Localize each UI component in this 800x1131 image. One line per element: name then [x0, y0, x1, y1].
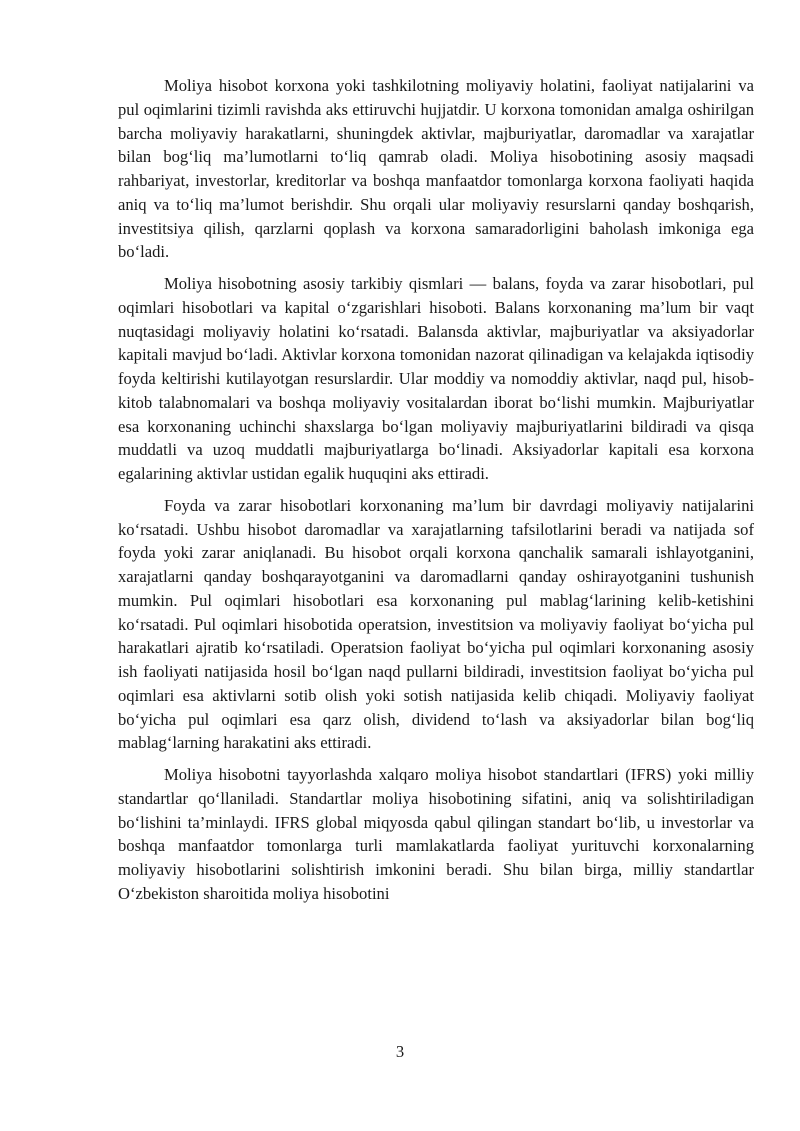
page-number: 3 — [395, 1042, 405, 1061]
paragraph-standards: Moliya hisobotni tayyorlashda xalqaro moliya hisobot standartlari (IFRS) yoki milliy standartlar qo‘llaniladi. Standartlar moliya hisobotining sifatini, aniq va solishtiriladigan bo‘lishini ta’minlaydi. IFRS global miqyosda qabul qilingan standart bo‘lib, u investorlar va boshqa manfaatdor tomonlarga turli mamlakatlarda faoliyat yurituvchi korxonalarning moliyaviy hisobotlarini solishtirish imkonini beradi. Shu bilan birga, milliy standartlar O‘zbekiston sharoitida moliya hisobotini — [118, 765, 754, 903]
paragraph-financial-report-definition: Moliya hisobot korxona yoki tashkilotning moliyaviy holatini, faoliyat natijalarini va pul oqimlarini tizimli ravishda aks ettiruvchi hujjatdir. U korxona tomonidan amalga oshirilgan barcha moliyaviy harakatlarni, shuningdek aktivlar, majburiyatlar, daromadlar va xarajatlar bilan bog‘liq ma’lumotlarni to‘liq qamrab oladi. Moliya hisobotining asosiy maqsadi rahbariyat, investorlar, kreditorlar va boshqa manfaatdor tomonlarga korxona faoliyati haqida aniq va to‘liq ma’lumot berishdir. Shu orqali ular moliyaviy resurslarni qanday boshqarish, investitsiya qilish, qarzlarni qoplash va korxona samaradorligini baholash imkoniga ega bo‘ladi. — [118, 76, 754, 262]
paragraph-profit-loss-cash-flow: Foyda va zarar hisobotlari korxonaning ma’lum bir davrdagi moliyaviy natijalarini ko‘rsatadi. Ushbu hisobot daromadlar va xarajatlarning tafsilotlarini beradi va natijada sof foyda yoki zarar aniqlanadi. Bu hisobot orqali korxona qanchalik samarali ishlayotganini, xarajatlarni qanday boshqarayotganini va daromadlarni qanday oshirayotganini tushunish mumkin. Pul oqimlari hisobotlari esa korxonaning pul mablag‘larining kelib-ketishini ko‘rsatadi. Pul oqimlari hisobotida operatsion, investitsion va moliyaviy faoliyat bo‘yicha pul harakatlari ajratib ko‘rsatiladi. Operatsion faoliyat bo‘yicha pul oqimlari korxonaning asosiy ish faoliyati natijasida hosil bo‘lgan naqd pullarni bildiradi, investitsion faoliyat bo‘yicha pul oqimlari esa aktivlarni sotib olish yoki sotish natijasida kelib chiqadi. Moliyaviy faoliyat bo‘yicha pul oqimlari esa qarz olish, dividend to‘lash va aksiyadorlar bilan bog‘liq mablag‘larning harakatini aks ettiradi. — [118, 495, 754, 753]
paragraph-report-components: Moliya hisobotning asosiy tarkibiy qismlari — balans, foyda va zarar hisobotlari, pul oqimlari hisobotlari va kapital o‘zgarishlari hisoboti. Balans korxonaning ma’lum bir vaqt nuqtasidagi moliyaviy holatini ko‘rsatadi. Balansda aktivlar, majburiyatlar va aksiyadorlar kapitali mavjud bo‘ladi. Aktivlar korxona tomonidan nazorat qilinadigan va kelajakda iqtisodiy foyda keltirishi kutilayotgan resurslardir. Ular moddiy va nomoddiy aktivlar, naqd pul, hisob-kitob talabnomalari va boshqa moliyaviy vositalardan iborat bo‘lishi mumkin. Majburiyatlar esa korxonaning uchinchi shaxslarga bo‘lgan moliyaviy majburiyatlarini bildiradi va qisqa muddatli va uzoq muddatli majburiyatlarga bo‘linadi. Aksiyadorlar kapitali esa korxona egalarining aktivlar ustidan egalik huquqini aks ettiradi. — [118, 274, 754, 483]
document-body — [118, 74, 754, 914]
